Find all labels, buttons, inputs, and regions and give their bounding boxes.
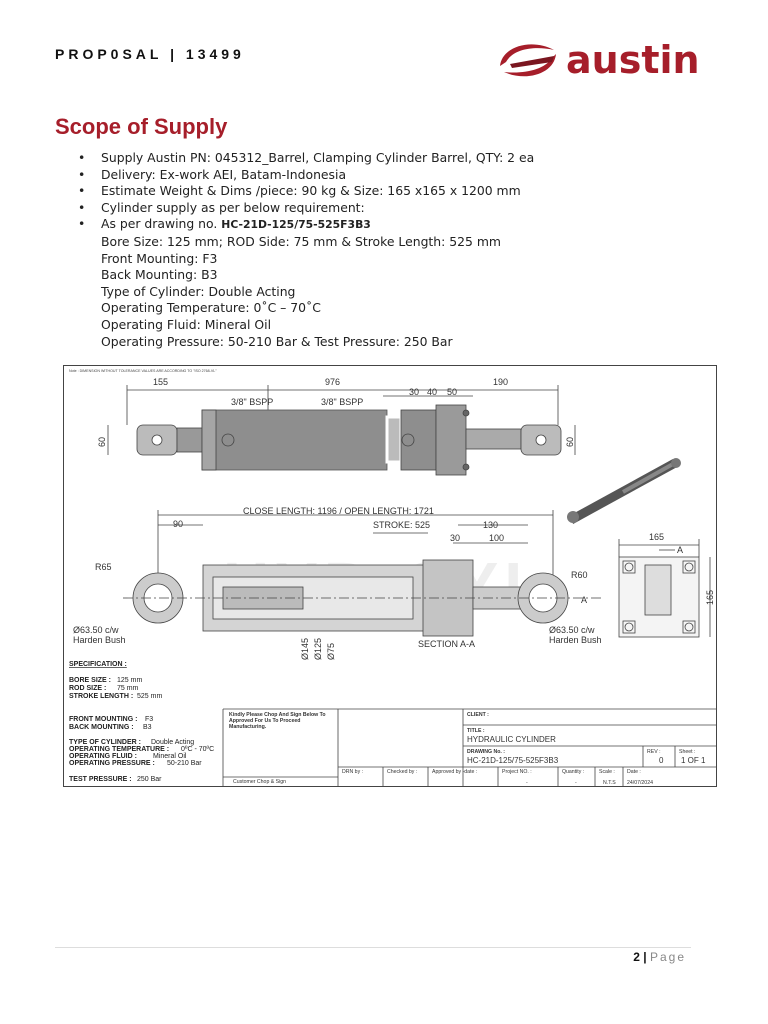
drawing-no-value: HC-21D-125/75-525F3B3 (467, 756, 559, 765)
scope-item: • Cylinder supply as per below requirement: (78, 200, 534, 217)
radius-60: R60 (571, 570, 588, 580)
page-word: Page (649, 950, 686, 964)
dim-100: 100 (489, 533, 505, 543)
spec-rod-label: ROD SIZE : (69, 685, 107, 692)
dim-90: 90 (173, 519, 184, 529)
spec-front-label: FRONT MOUNTING : (69, 716, 138, 723)
chop-note: Approved For Us To Proceed (229, 718, 301, 724)
drawing-no-label: DRAWING No. : (467, 749, 506, 755)
spec-front-value: F3 (145, 716, 154, 723)
drawing-number: HC-21D-125/75-525F3B3 (221, 218, 371, 232)
proposal-header: PROP0SAL | 13499 (55, 46, 245, 62)
spec-bore-label: BORE SIZE : (69, 677, 112, 684)
scale-value: N.T.S (603, 780, 616, 786)
close-open-length: CLOSE LENGTH: 1196 / OPEN LENGTH: 1721 (243, 506, 434, 516)
dim-50: 50 (447, 387, 458, 397)
drawing-prefix: As per drawing no. (101, 216, 218, 232)
dim-30-section: 30 (450, 533, 461, 543)
end-view-a: A (677, 545, 684, 555)
dim-height-right: 60 (565, 436, 575, 447)
scope-item: • Delivery: Ex-work AEI, Batam-Indonesia (78, 167, 534, 184)
requirement-line: Operating Pressure: 50-210 Bar & Test Pressure: 250 Bar (101, 333, 453, 349)
dim-30: 30 (409, 387, 420, 397)
spec-type-value: Double Acting (151, 739, 195, 746)
austin-logo-mark (496, 36, 566, 86)
spec-test-label: TEST PRESSURE : (69, 776, 132, 783)
footer-separator: | (643, 950, 647, 964)
quantity-label: Quantity : (562, 769, 585, 775)
scope-list (78, 150, 534, 350)
dim-190: 190 (493, 377, 509, 387)
requirement-line: Back Mounting: B3 (101, 267, 218, 283)
requirement-line: Operating Fluid: Mineral Oil (101, 316, 272, 332)
dim-stroke: STROKE: 525 (373, 520, 431, 530)
spec-back-value: B3 (143, 724, 152, 731)
sheet-value: 1 OF 1 (681, 756, 706, 765)
page-number: 2 (633, 950, 640, 964)
customer-chop-sign: Customer Chop & Sign (233, 779, 287, 785)
approved-by-label: Approved by -date : (432, 769, 478, 775)
quantity-value: - (575, 780, 577, 786)
scale-label: Scale : (599, 769, 615, 775)
spec-fluid-label: OPERATING FLUID : (69, 753, 137, 760)
drn-by-label: DRN by : (342, 769, 364, 775)
spec-stroke-label: STROKE LENGTH : (69, 693, 134, 700)
requirement-line: Operating Temperature: 0˚C – 70˚C (101, 300, 321, 316)
scope-item: • Estimate Weight & Dims /piece: 90 kg & Size: 165 x165 x 1200 mm (78, 183, 534, 200)
austin-logo-text: austin (566, 38, 700, 82)
bush-left: Ø63.50 c/w (73, 625, 119, 635)
spec-temp-label: OPERATING TEMPERATURE : (69, 746, 170, 753)
engineering-drawing (63, 365, 717, 787)
spec-type-label: TYPE OF CYLINDER : (69, 739, 141, 746)
end-view-height: 165 (705, 589, 715, 605)
dim-height-left: 60 (97, 436, 107, 447)
rev-label: REV : (647, 749, 661, 755)
spec-title: SPECIFICATION : (69, 661, 127, 668)
chop-note: Manufacturing. (229, 724, 267, 730)
requirement-line: Type of Cylinder: Double Acting (101, 283, 296, 299)
footer-divider (55, 947, 691, 948)
dim-40: 40 (427, 387, 438, 397)
chop-note: Kindly Please Chop And Sign Below To (229, 712, 326, 718)
rev-value: 0 (659, 756, 664, 765)
spec-bore-value: 125 mm (117, 677, 143, 684)
title-value: HYDRAULIC CYLINDER (467, 735, 556, 744)
project-no-label: Project NO. : (502, 769, 532, 775)
dim-155: 155 (153, 377, 169, 387)
spec-pressure-label: OPERATING PRESSURE : (69, 760, 155, 767)
port-label: 3/8" BSPP (231, 397, 274, 407)
dia-145: Ø145 (300, 637, 310, 660)
bush-left-2: Harden Bush (73, 635, 126, 645)
spec-stroke-value: 525 mm (137, 693, 163, 700)
spec-pressure-value: 50-210 Bar (167, 760, 202, 767)
spec-test-value: 250 Bar (137, 776, 162, 783)
section-title: Scope of Supply (55, 114, 228, 139)
date-label: Date : (627, 769, 641, 775)
bush-right: Ø63.50 c/w (549, 625, 595, 635)
section-a-a-label: SECTION A-A (418, 639, 476, 649)
drawing-note: Note : DIMENSION WITHOUT TOLERANCE VALUES ARE ACCORDING TO "ISO 2768-VL" (69, 369, 217, 373)
dim-976: 976 (325, 377, 341, 387)
dia-75: Ø75 (326, 642, 336, 660)
spec-temp-value: 0ºC - 70ºC (181, 746, 215, 753)
sheet-label: Sheet : (679, 749, 696, 755)
austin-logo (496, 36, 706, 86)
scope-item: • Supply Austin PN: 045312_Barrel, Clamping Cylinder Barrel, QTY: 2 ea (78, 150, 534, 167)
radius-65: R65 (95, 562, 112, 572)
end-view-width: 165 (649, 532, 665, 542)
project-no-value: - (526, 780, 528, 786)
requirement-line: Bore Size: 125 mm; ROD Side: 75 mm & Stroke Length: 525 mm (101, 233, 501, 249)
spec-back-label: BACK MOUNTING : (69, 724, 134, 731)
dim-130: 130 (483, 520, 499, 530)
checked-by-label: Checked by : (387, 769, 418, 775)
requirement-line: Front Mounting: F3 (101, 250, 218, 266)
date-value: 24/07/2024 (627, 780, 653, 786)
spec-fluid-value: Mineral Oil (153, 753, 187, 760)
port-label: 3/8" BSPP (321, 397, 364, 407)
spec-rod-value: 75 mm (117, 685, 139, 692)
section-arrow-a: A (581, 595, 588, 605)
scope-item-drawing (78, 216, 534, 234)
bush-right-2: Harden Bush (549, 635, 602, 645)
client-label: CLIENT : (467, 712, 489, 718)
title-label: TITLE : (467, 728, 485, 734)
page-footer (633, 950, 686, 964)
dia-125: Ø125 (313, 637, 323, 660)
